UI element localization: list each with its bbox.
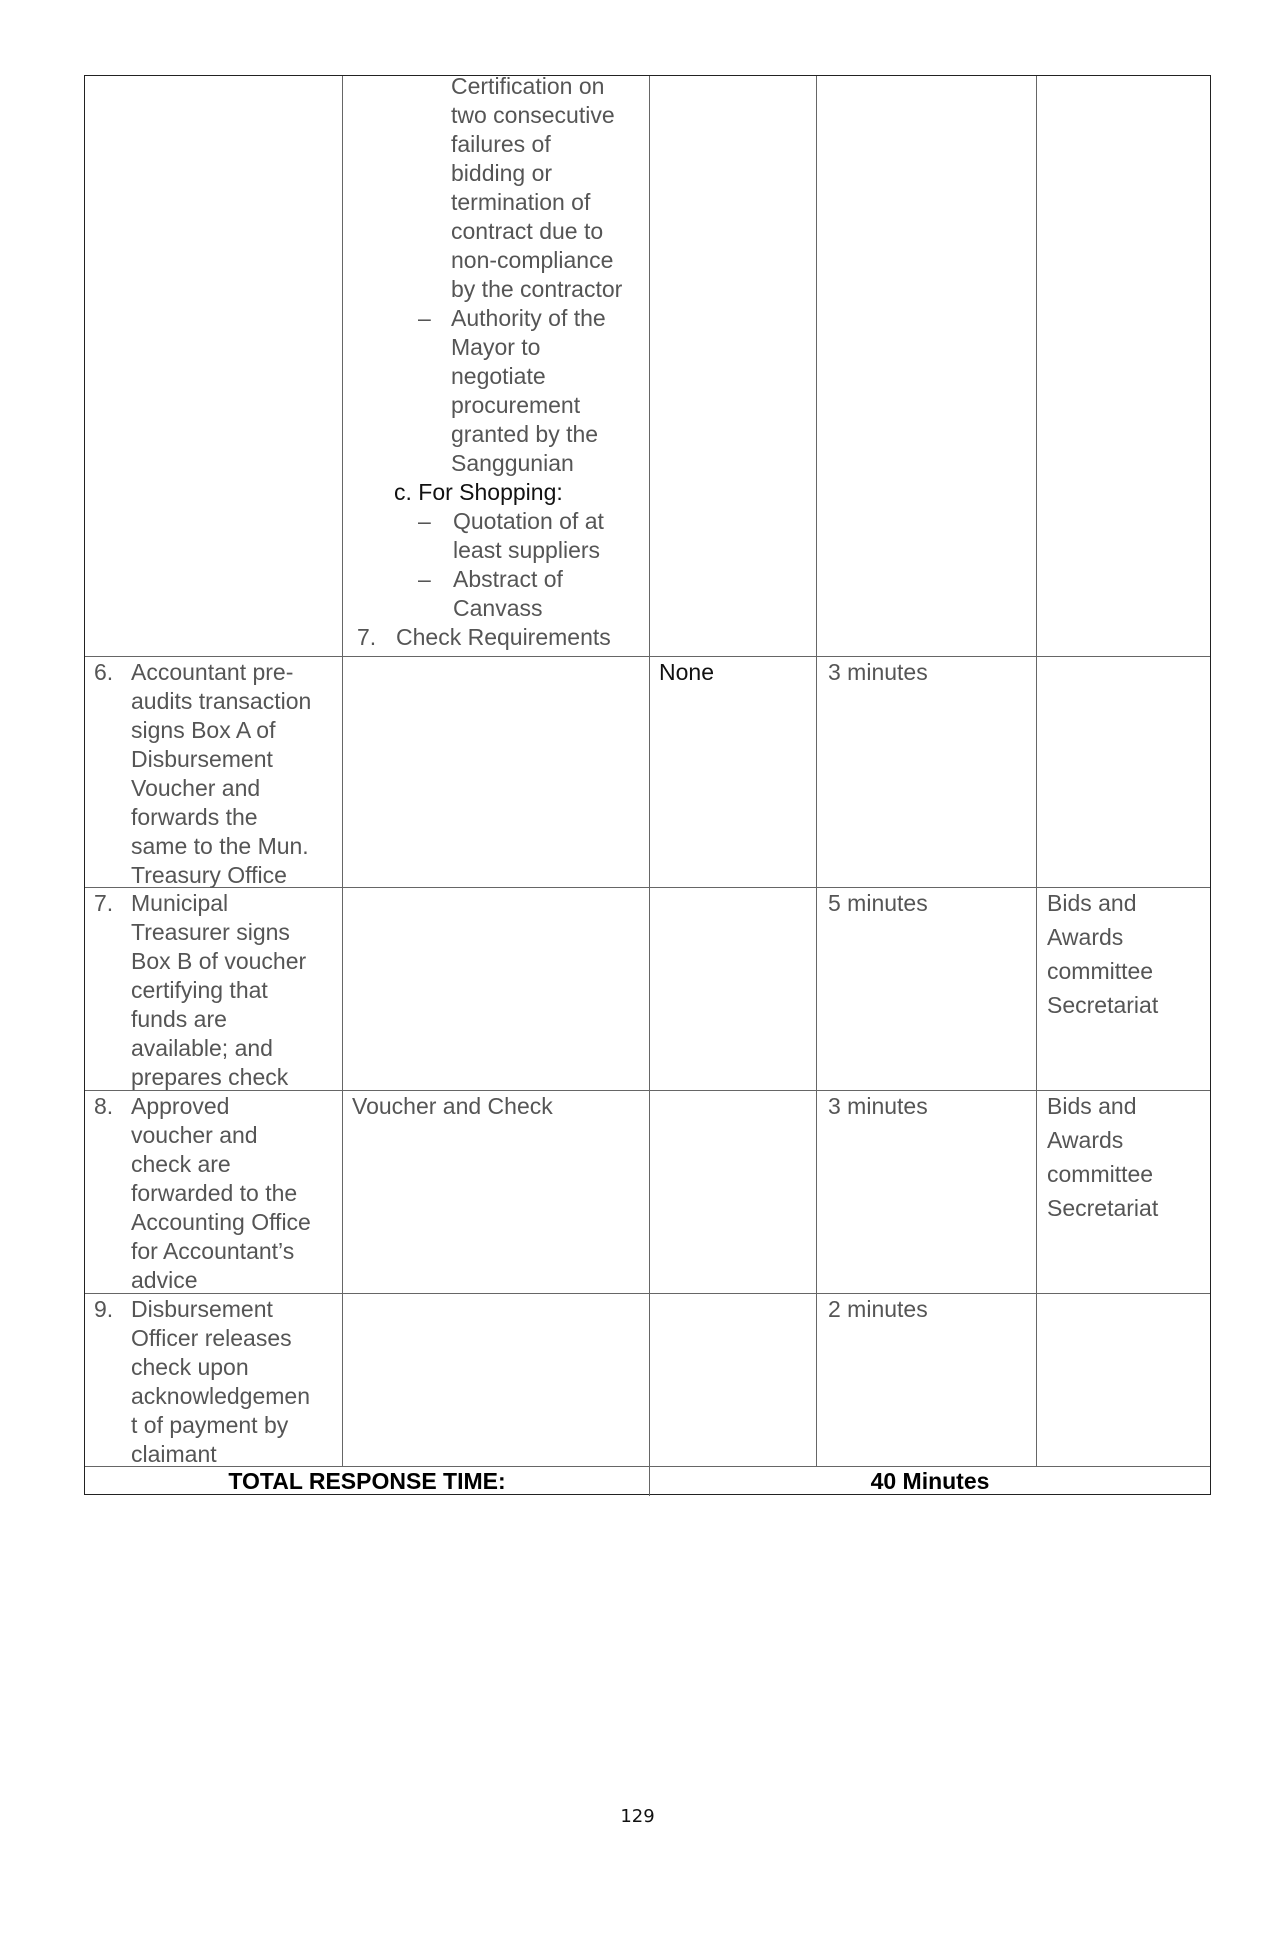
text-line: Authority of the <box>451 305 606 331</box>
text-line: committee <box>1047 1161 1154 1187</box>
text-line: committee <box>1047 958 1154 984</box>
page-number: 129 <box>620 1806 655 1827</box>
table-row-8-action <box>85 1092 341 1292</box>
text-line: Secretariat <box>1047 1195 1159 1221</box>
column-divider <box>1036 76 1037 1466</box>
text-line: least suppliers <box>453 537 601 563</box>
table-row-6-action <box>85 658 341 886</box>
text-line: forwarded to the <box>131 1180 298 1206</box>
dash-bullet: – <box>418 305 431 331</box>
text-line: Accountant pre- <box>131 659 294 685</box>
requirement-value: Voucher and Check <box>352 1093 553 1119</box>
action-text <box>131 658 341 890</box>
list-number: 7. <box>357 624 377 650</box>
person-responsible <box>1047 886 1207 1022</box>
column-divider <box>816 76 817 1466</box>
processing-time: 3 minutes <box>828 659 928 685</box>
dash-bullet: – <box>418 566 431 592</box>
text-line: Quotation of at <box>453 508 604 534</box>
text-line: forwards the <box>131 804 258 830</box>
text-line: negotiate <box>451 363 546 389</box>
text-line: termination of <box>451 189 591 215</box>
requirements-continuation-cell <box>343 72 648 657</box>
text-line: Box B of voucher <box>131 948 307 974</box>
fees-value: None <box>659 659 714 685</box>
text-line: audits transaction <box>131 688 312 714</box>
text-line: funds are <box>131 1006 227 1032</box>
text-line: Awards <box>1047 1127 1124 1153</box>
text-line: Treasurer signs <box>131 919 290 945</box>
table-row-7-action <box>85 889 341 1089</box>
person-responsible <box>1047 1089 1207 1225</box>
dash-bullet: – <box>418 508 431 534</box>
text-line: Municipal <box>131 890 229 916</box>
text-line: Disbursement <box>131 746 273 772</box>
text-line: claimant <box>131 1441 217 1467</box>
text-line: advice <box>131 1267 198 1293</box>
action-text <box>131 889 341 1092</box>
step-number: 8. <box>94 1093 114 1119</box>
total-response-time-label: TOTAL RESPONSE TIME: <box>228 1468 506 1494</box>
text-line: prepares check <box>131 1064 289 1090</box>
text-line: Certification on <box>451 73 605 99</box>
authority-item <box>451 304 646 478</box>
text-line: same to the Mun. <box>131 833 309 859</box>
quotation-item <box>453 507 648 565</box>
processing-time: 5 minutes <box>828 890 928 916</box>
text-line: certifying that <box>131 977 268 1003</box>
abstract-item <box>453 565 648 623</box>
text-line: for Accountant’s <box>131 1238 295 1264</box>
text-line: non-compliance <box>451 247 614 273</box>
text-line: Approved <box>131 1093 230 1119</box>
text-line: Bids and <box>1047 1093 1137 1119</box>
text-line: voucher and <box>131 1122 258 1148</box>
text-line: Canvass <box>453 595 543 621</box>
text-line: Treasury Office <box>131 862 287 888</box>
shopping-heading: c. For Shopping: <box>394 479 563 505</box>
text-line: acknowledgemen <box>131 1383 311 1409</box>
text-line: Awards <box>1047 924 1124 950</box>
procedure-table <box>84 75 1211 1495</box>
step-number: 7. <box>94 890 114 916</box>
text-line: by the contractor <box>451 276 623 302</box>
step-number: 9. <box>94 1296 114 1322</box>
table-row-9-action <box>85 1295 341 1467</box>
processing-time: 3 minutes <box>828 1093 928 1119</box>
text-line: Mayor to <box>451 334 541 360</box>
text-line: granted by the <box>451 421 599 447</box>
text-line: two consecutive <box>451 102 615 128</box>
text-line: procurement <box>451 392 581 418</box>
text-line: Voucher and <box>131 775 261 801</box>
text-line: check are <box>131 1151 231 1177</box>
total-response-time-value: 40 Minutes <box>870 1468 990 1494</box>
text-line: Officer releases <box>131 1325 292 1351</box>
text-line: Abstract of <box>453 566 563 592</box>
text-line: Bids and <box>1047 890 1137 916</box>
text-line: bidding or <box>451 160 553 186</box>
step-number: 6. <box>94 659 114 685</box>
text-line: contract due to <box>451 218 604 244</box>
text-line: Secretariat <box>1047 992 1159 1018</box>
text-line: signs Box A of <box>131 717 276 743</box>
text-line: check upon <box>131 1354 249 1380</box>
text-line: Sanggunian <box>451 450 574 476</box>
text-line: Accounting Office <box>131 1209 311 1235</box>
text-line: t of payment by <box>131 1412 289 1438</box>
action-text <box>131 1092 341 1295</box>
text-line: available; and <box>131 1035 273 1061</box>
action-text <box>131 1295 341 1469</box>
processing-time: 2 minutes <box>828 1296 928 1322</box>
text-line: failures of <box>451 131 551 157</box>
check-requirements-label: Check Requirements <box>396 624 611 650</box>
text-line: Disbursement <box>131 1296 273 1322</box>
